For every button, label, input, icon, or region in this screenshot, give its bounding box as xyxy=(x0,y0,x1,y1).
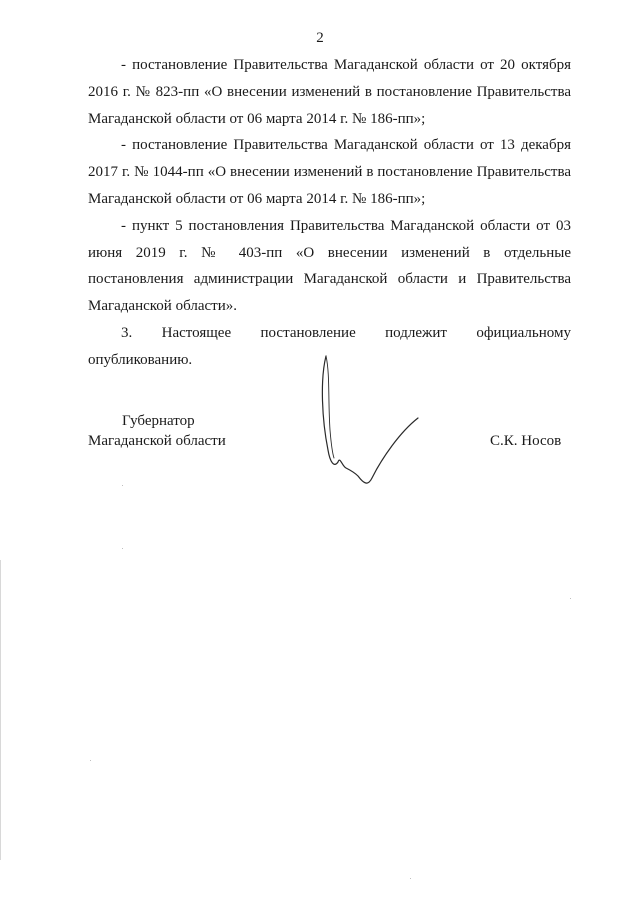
scan-speck xyxy=(570,598,571,599)
paragraph-decree-823: - постановление Правительства Магаданской области от 20 октября 2016 г. № 823-пп «О внесении изменений в постановление Правительства Магаданской области от 06 марта 2014 г. № 186-пп»; xyxy=(88,57,571,127)
signatory-position xyxy=(88,411,226,451)
scan-margin-line xyxy=(0,560,1,860)
paragraph-publication-clause: 3. Настоящее постановление подлежит официальному опубликованию. xyxy=(88,324,571,368)
handwritten-signature xyxy=(310,350,430,490)
document-body xyxy=(88,52,571,374)
paragraph-decree-403: - пункт 5 постановления Правительства Магаданской области от 03 июня 2019 г. № 403-пп «О внесении изменений в отдельные постановления администрации Магаданской области и Правительства Магаданской области». xyxy=(88,217,571,315)
signatory-region: Магаданской области xyxy=(88,433,226,449)
paragraph-decree-1044: - постановление Правительства Магаданской области от 13 декабря 2017 г. № 1044-пп «О внесении изменений в постановление Правительства Магаданской области от 06 марта 2014 г. № 186-пп»; xyxy=(88,137,571,207)
scan-speck xyxy=(410,878,411,879)
signatory-title: Губернатор xyxy=(122,413,195,429)
scan-speck xyxy=(122,485,123,486)
signatory-name: С.К. Носов xyxy=(490,433,562,449)
scan-speck xyxy=(122,548,123,549)
scan-speck xyxy=(90,760,91,761)
page-number: 2 xyxy=(316,30,324,46)
